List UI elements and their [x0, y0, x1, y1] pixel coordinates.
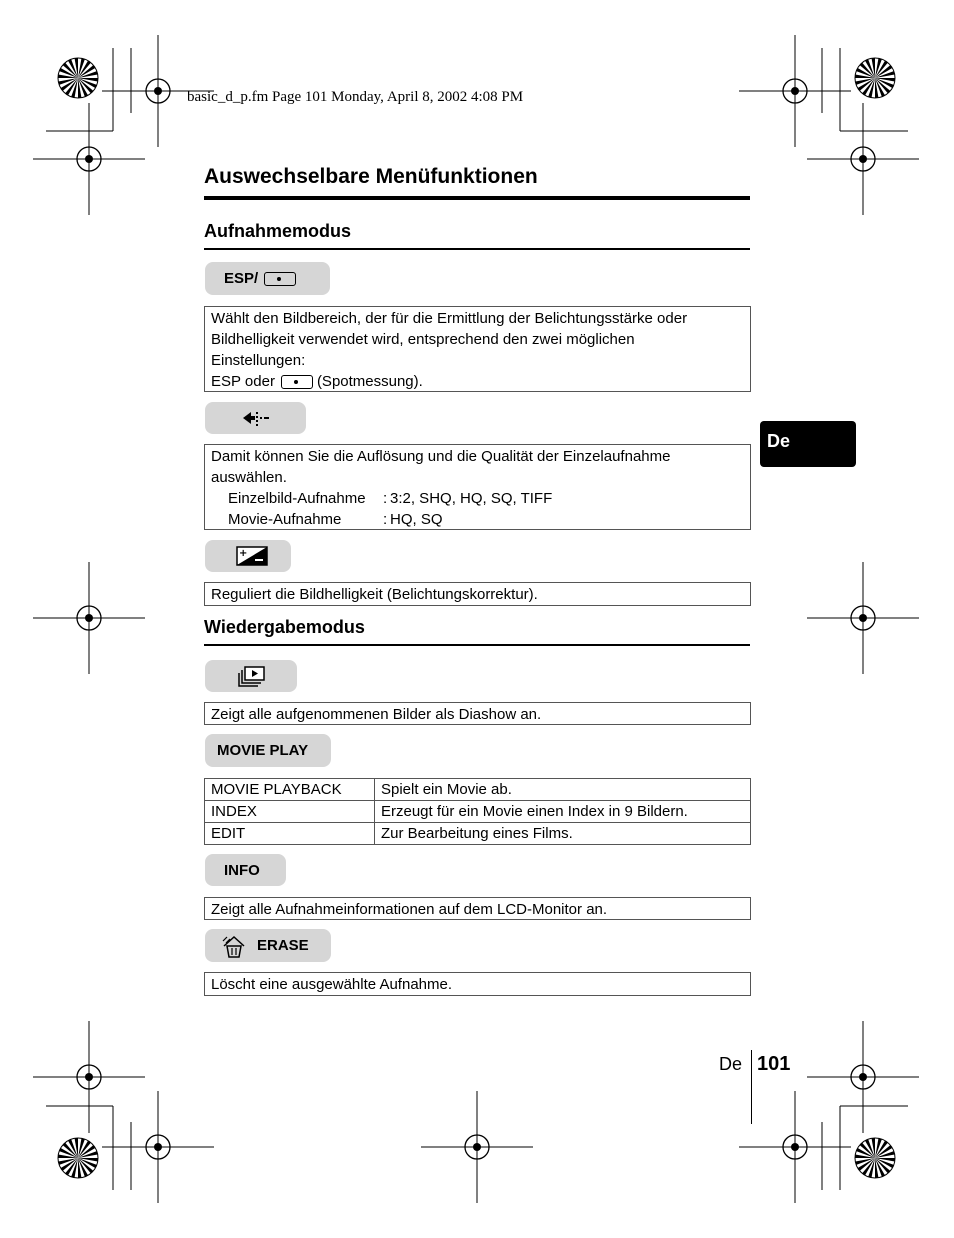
esp-description-box — [204, 306, 751, 392]
esp-options-line — [211, 371, 744, 392]
table-cell-option: INDEX — [205, 801, 375, 823]
crosshair-mark — [739, 1091, 851, 1203]
record-mode-icon — [241, 409, 271, 427]
movie-play-table — [204, 778, 751, 845]
erase-text: Löscht eine ausgewählte Aufnahme. — [211, 976, 453, 993]
movie-play-menu-label — [205, 734, 331, 767]
esp-line: Bildhelligkeit verwendet wird, entsprechend den zwei möglichen — [211, 331, 635, 348]
exposure-menu-label — [205, 540, 291, 572]
crosshair-mark — [33, 562, 145, 674]
esp-line: Einstellungen: — [211, 352, 306, 369]
table-cell-option: EDIT — [205, 823, 375, 845]
table-cell-desc: Erzeugt für ein Movie einen Index in 9 Bildern. — [375, 801, 751, 823]
crosshair-mark — [33, 1021, 145, 1133]
table-row — [205, 823, 751, 845]
info-description-box — [204, 897, 751, 920]
slideshow-menu-label — [205, 660, 297, 692]
file-info-header: basic_d_p.fm Page 101 Monday, April 8, 2002 4:08 PM — [187, 89, 524, 105]
exposure-compensation-icon — [236, 546, 268, 566]
movie-play-label: MOVIE PLAY — [217, 742, 309, 759]
erase-menu-label — [205, 929, 331, 962]
section-rule — [204, 248, 750, 250]
table-row — [205, 779, 751, 801]
section-heading-wiedergabemodus: Wiedergabemodus — [204, 617, 365, 637]
spec-sep: : — [383, 490, 388, 507]
crosshair-mark — [807, 1021, 919, 1133]
record-mode-menu-label — [205, 402, 306, 434]
spec-row — [211, 509, 744, 530]
exposure-text: Reguliert die Bildhelligkeit (Belichtungskorrektur). — [211, 586, 538, 603]
quality-line: auswählen. — [211, 469, 287, 486]
footer-language: De — [719, 1054, 743, 1074]
table-row — [205, 801, 751, 823]
esp-menu-label — [205, 262, 330, 295]
spot-metering-icon — [281, 375, 313, 389]
footer-divider — [751, 1050, 752, 1124]
spec-key: Einzelbild-Aufnahme — [228, 490, 366, 507]
slideshow-text: Zeigt alle aufgenommenen Bilder als Diashow an. — [211, 706, 542, 723]
section-heading-aufnahmemodus: Aufnahmemodus — [204, 221, 352, 241]
esp-prefix: ESP oder — [211, 373, 275, 390]
spot-metering-icon — [264, 272, 296, 286]
table-cell-option: MOVIE PLAYBACK — [205, 779, 375, 801]
language-tab: De — [760, 421, 856, 467]
erase-description-box — [204, 972, 751, 996]
info-text: Zeigt alle Aufnahmeinformationen auf dem LCD-Monitor an. — [211, 901, 608, 918]
table-cell-desc: Zur Bearbeitung eines Films. — [375, 823, 751, 845]
exposure-description-box — [204, 582, 751, 606]
crosshair-mark — [33, 103, 145, 215]
crosshair-mark — [807, 562, 919, 674]
spec-row — [211, 488, 744, 509]
record-mode-description-box — [204, 444, 751, 530]
esp-line: Wählt den Bildbereich, der für die Ermittlung der Belichtungsstärke oder — [211, 310, 688, 327]
quality-line: Damit können Sie die Auflösung und die Qualität der Einzelaufnahme — [211, 448, 671, 465]
spec-value: HQ, SQ — [390, 511, 443, 528]
spec-key: Movie-Aufnahme — [228, 511, 342, 528]
crosshair-mark — [739, 35, 851, 147]
crosshair-mark — [807, 103, 919, 215]
page-title: Auswechselbare Menüfunktionen — [204, 165, 538, 188]
crosshair-mark — [421, 1091, 533, 1203]
starburst-mark — [855, 58, 895, 98]
erase-trash-icon — [221, 934, 247, 958]
table-cell-desc: Spielt ein Movie ab. — [375, 779, 751, 801]
spec-value: 3:2, SHQ, HQ, SQ, TIFF — [390, 490, 553, 507]
info-menu-label — [205, 854, 286, 886]
starburst-mark — [58, 58, 98, 98]
starburst-mark — [855, 1138, 895, 1178]
starburst-mark — [58, 1138, 98, 1178]
spec-sep: : — [383, 511, 388, 528]
info-label: INFO — [224, 861, 260, 879]
title-rule — [204, 196, 750, 200]
slideshow-icon — [237, 665, 267, 687]
section-rule — [204, 644, 750, 646]
esp-label: ESP/ — [224, 270, 259, 287]
svg-text:+: + — [239, 548, 248, 559]
slideshow-description-box — [204, 702, 751, 725]
esp-suffix: (Spotmessung). — [316, 373, 423, 390]
erase-label: ERASE — [257, 937, 309, 954]
page-number: 101 — [757, 1053, 791, 1075]
crosshair-mark — [102, 1091, 214, 1203]
